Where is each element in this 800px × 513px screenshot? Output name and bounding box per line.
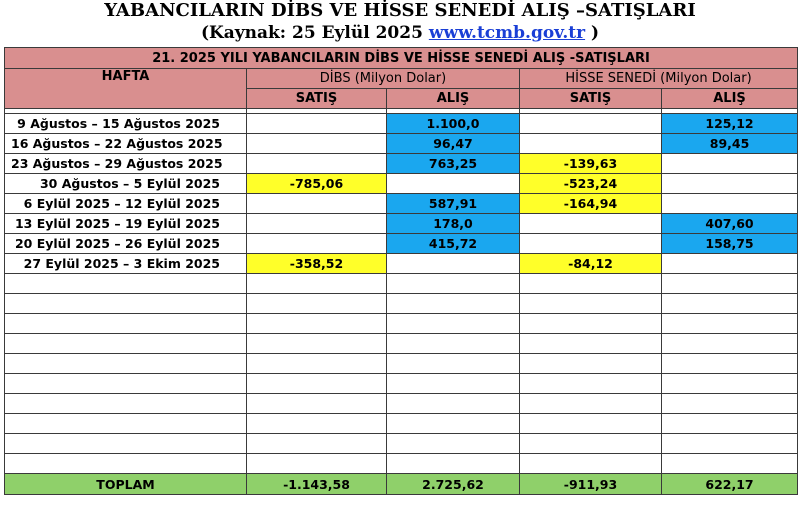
hisse-alis-cell: 89,45 bbox=[662, 134, 798, 154]
empty-row bbox=[5, 274, 798, 294]
empty-cell bbox=[662, 314, 798, 334]
hisse-alis-cell: 158,75 bbox=[662, 234, 798, 254]
hisse-satis-cell bbox=[520, 134, 662, 154]
hisse-satis-cell bbox=[520, 114, 662, 134]
empty-cell bbox=[5, 414, 247, 434]
column-header-week: HAFTA bbox=[5, 69, 247, 109]
empty-cell bbox=[5, 334, 247, 354]
empty-cell bbox=[5, 354, 247, 374]
empty-cell bbox=[247, 314, 387, 334]
hisse-alis-cell bbox=[662, 174, 798, 194]
empty-cell bbox=[5, 274, 247, 294]
dibs-satis-cell bbox=[247, 134, 387, 154]
hisse-satis-cell: -164,94 bbox=[520, 194, 662, 214]
dibs-satis-cell bbox=[247, 194, 387, 214]
total-hisse-alis: 622,17 bbox=[662, 474, 798, 495]
empty-row bbox=[5, 354, 798, 374]
empty-cell bbox=[5, 374, 247, 394]
source-suffix: ) bbox=[585, 23, 600, 43]
source-line bbox=[0, 22, 800, 44]
empty-cell bbox=[247, 354, 387, 374]
empty-cell bbox=[247, 394, 387, 414]
table-row bbox=[5, 194, 798, 214]
empty-cell bbox=[387, 274, 520, 294]
empty-cell bbox=[520, 394, 662, 414]
total-hisse-satis: -911,93 bbox=[520, 474, 662, 495]
empty-cell bbox=[387, 334, 520, 354]
empty-cell bbox=[247, 294, 387, 314]
total-row bbox=[5, 474, 798, 495]
empty-cell bbox=[662, 334, 798, 354]
group-header-hisse: HİSSE SENEDİ (Milyon Dolar) bbox=[520, 69, 798, 89]
empty-cell bbox=[662, 354, 798, 374]
week-cell: 13 Eylül 2025 – 19 Eylül 2025 bbox=[5, 214, 247, 234]
dibs-satis-cell: -358,52 bbox=[247, 254, 387, 274]
dibs-satis-cell bbox=[247, 154, 387, 174]
empty-cell bbox=[387, 414, 520, 434]
hisse-alis-cell bbox=[662, 154, 798, 174]
column-header-hisse-alis: ALIŞ bbox=[662, 89, 798, 109]
empty-cell bbox=[5, 294, 247, 314]
empty-cell bbox=[520, 414, 662, 434]
dibs-alis-cell bbox=[387, 174, 520, 194]
empty-cell bbox=[662, 454, 798, 474]
dibs-alis-cell: 1.100,0 bbox=[387, 114, 520, 134]
column-header-dibs-satis: SATIŞ bbox=[247, 89, 387, 109]
empty-cell bbox=[387, 454, 520, 474]
dibs-alis-cell: 415,72 bbox=[387, 234, 520, 254]
empty-cell bbox=[662, 414, 798, 434]
empty-cell bbox=[520, 314, 662, 334]
table-row bbox=[5, 174, 798, 194]
table-row bbox=[5, 134, 798, 154]
flows-table bbox=[4, 47, 798, 495]
dibs-satis-cell: -785,06 bbox=[247, 174, 387, 194]
dibs-satis-cell bbox=[247, 214, 387, 234]
empty-cell bbox=[247, 414, 387, 434]
column-header-dibs-alis: ALIŞ bbox=[387, 89, 520, 109]
total-label: TOPLAM bbox=[5, 474, 247, 495]
empty-cell bbox=[662, 274, 798, 294]
source-link[interactable]: www.tcmb.gov.tr bbox=[428, 23, 586, 43]
dibs-alis-cell: 763,25 bbox=[387, 154, 520, 174]
column-header-hisse-satis: SATIŞ bbox=[520, 89, 662, 109]
table-row bbox=[5, 154, 798, 174]
empty-cell bbox=[520, 354, 662, 374]
empty-cell bbox=[247, 374, 387, 394]
empty-cell bbox=[247, 434, 387, 454]
empty-cell bbox=[387, 294, 520, 314]
hisse-satis-cell bbox=[520, 234, 662, 254]
total-dibs-alis: 2.725,62 bbox=[387, 474, 520, 495]
empty-cell bbox=[387, 374, 520, 394]
empty-row bbox=[5, 314, 798, 334]
empty-cell bbox=[5, 454, 247, 474]
table-row bbox=[5, 114, 798, 134]
empty-cell bbox=[520, 274, 662, 294]
empty-row bbox=[5, 414, 798, 434]
hisse-satis-cell: -523,24 bbox=[520, 174, 662, 194]
empty-cell bbox=[247, 454, 387, 474]
hisse-alis-cell bbox=[662, 194, 798, 214]
source-prefix: (Kaynak: 25 Eylül 2025 bbox=[200, 23, 429, 43]
dibs-alis-cell bbox=[387, 254, 520, 274]
table-caption: 21. 2025 YILI YABANCILARIN DİBS VE HİSSE SENEDİ ALIŞ -SATIŞLARI bbox=[5, 48, 798, 69]
empty-cell bbox=[520, 454, 662, 474]
table-row bbox=[5, 234, 798, 254]
week-cell: 6 Eylül 2025 – 12 Eylül 2025 bbox=[5, 194, 247, 214]
page-title: YABANCILARIN DİBS VE HİSSE SENEDİ ALIŞ –SATIŞLARI bbox=[104, 0, 696, 21]
empty-cell bbox=[387, 394, 520, 414]
week-cell: 23 Ağustos – 29 Ağustos 2025 bbox=[5, 154, 247, 174]
week-cell: 16 Ağustos – 22 Ağustos 2025 bbox=[5, 134, 247, 154]
empty-cell bbox=[387, 314, 520, 334]
empty-cell bbox=[662, 434, 798, 454]
empty-cell bbox=[662, 374, 798, 394]
empty-row bbox=[5, 334, 798, 354]
hisse-satis-cell: -139,63 bbox=[520, 154, 662, 174]
hisse-satis-cell: -84,12 bbox=[520, 254, 662, 274]
hisse-alis-cell: 407,60 bbox=[662, 214, 798, 234]
week-cell: 9 Ağustos – 15 Ağustos 2025 bbox=[5, 114, 247, 134]
dibs-alis-cell: 178,0 bbox=[387, 214, 520, 234]
empty-cell bbox=[387, 434, 520, 454]
empty-cell bbox=[247, 334, 387, 354]
dibs-alis-cell: 96,47 bbox=[387, 134, 520, 154]
empty-row bbox=[5, 434, 798, 454]
empty-row bbox=[5, 394, 798, 414]
empty-cell bbox=[520, 434, 662, 454]
dibs-alis-cell: 587,91 bbox=[387, 194, 520, 214]
empty-cell bbox=[5, 434, 247, 454]
table-row bbox=[5, 214, 798, 234]
hisse-alis-cell: 125,12 bbox=[662, 114, 798, 134]
week-cell: 30 Ağustos – 5 Eylül 2025 bbox=[5, 174, 247, 194]
empty-cell bbox=[387, 354, 520, 374]
empty-cell bbox=[520, 294, 662, 314]
empty-cell bbox=[662, 294, 798, 314]
empty-cell bbox=[520, 374, 662, 394]
empty-cell bbox=[520, 334, 662, 354]
table-row bbox=[5, 254, 798, 274]
total-dibs-satis: -1.143,58 bbox=[247, 474, 387, 495]
empty-row bbox=[5, 454, 798, 474]
group-header-dibs: DİBS (Milyon Dolar) bbox=[247, 69, 520, 89]
dibs-satis-cell bbox=[247, 114, 387, 134]
empty-cell bbox=[5, 394, 247, 414]
empty-row bbox=[5, 374, 798, 394]
empty-row bbox=[5, 294, 798, 314]
hisse-alis-cell bbox=[662, 254, 798, 274]
empty-cell bbox=[662, 394, 798, 414]
empty-cell bbox=[247, 274, 387, 294]
empty-cell bbox=[5, 314, 247, 334]
hisse-satis-cell bbox=[520, 214, 662, 234]
dibs-satis-cell bbox=[247, 234, 387, 254]
week-cell: 20 Eylül 2025 – 26 Eylül 2025 bbox=[5, 234, 247, 254]
week-cell: 27 Eylül 2025 – 3 Ekim 2025 bbox=[5, 254, 247, 274]
